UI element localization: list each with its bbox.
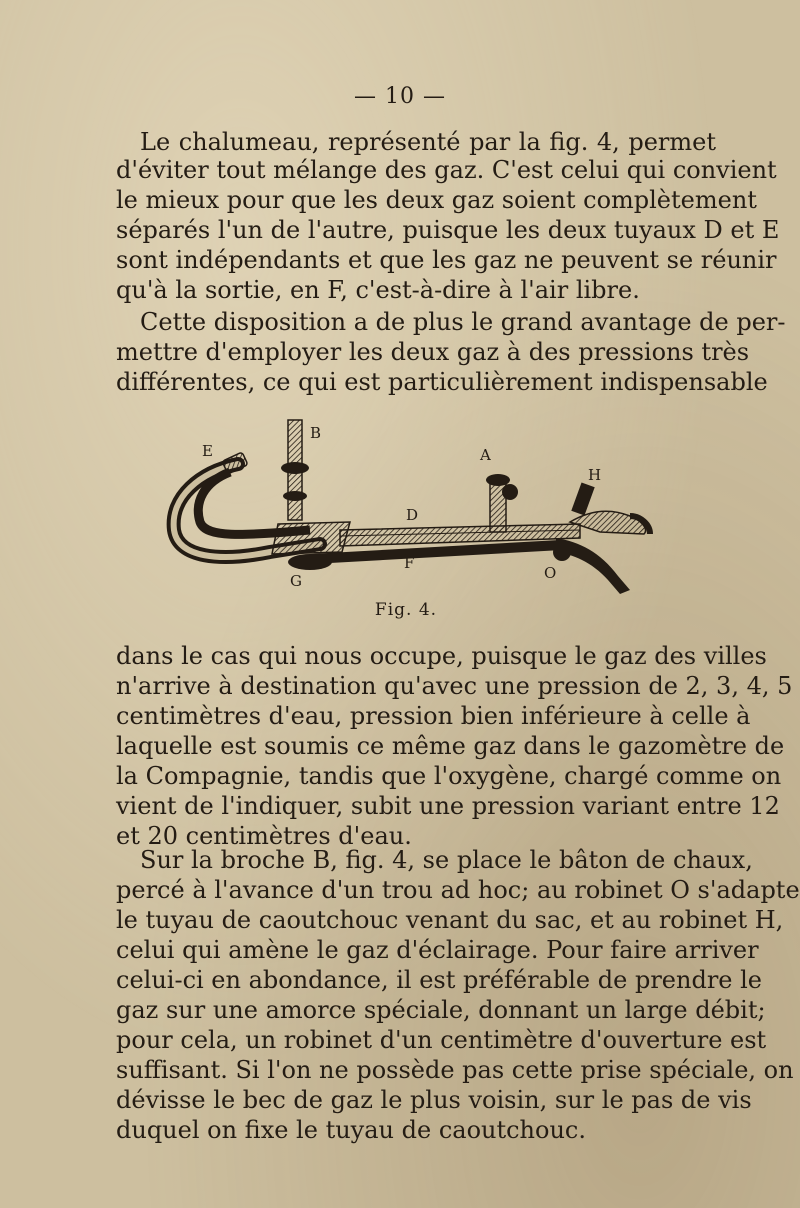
figure-label-A: A bbox=[480, 446, 491, 464]
text-line: pour cela, un robinet d'un centimètre d'ouverture est bbox=[116, 1026, 767, 1054]
text-line: dévisse le bec de gaz le plus voisin, sur le pas de vis bbox=[116, 1086, 752, 1114]
text-line: centimètres d'eau, pression bien inférieure à celle à bbox=[116, 702, 751, 730]
text-line: celui qui amène le gaz d'éclairage. Pour faire arriver bbox=[116, 936, 759, 964]
text-line: séparés l'un de l'autre, puisque les deux tuyaux D et E bbox=[116, 216, 780, 244]
text-line: la Compagnie, tandis que l'oxygène, chargé comme on bbox=[116, 762, 782, 790]
figure-label-F: F bbox=[404, 554, 415, 572]
text-line: différentes, ce qui est particulièrement indispensable bbox=[116, 368, 768, 396]
text-line: mettre d'employer les deux gaz à des pressions très bbox=[116, 338, 750, 366]
page-number: — 10 — bbox=[354, 84, 446, 109]
figure-label-G: G bbox=[290, 572, 302, 590]
text-line: d'éviter tout mélange des gaz. C'est celui qui convient bbox=[116, 156, 777, 184]
blowpipe-engraving bbox=[160, 412, 660, 602]
text-line: suffisant. Si l'on ne possède pas cette prise spéciale, on bbox=[116, 1056, 794, 1084]
text-line: n'arrive à destination qu'avec une pression de 2, 3, 4, 5 bbox=[116, 672, 793, 700]
text-line: le mieux pour que les deux gaz soient complètement bbox=[116, 186, 757, 214]
text-line: duquel on fixe le tuyau de caoutchouc. bbox=[116, 1116, 586, 1144]
text-line: dans le cas qui nous occupe, puisque le gaz des villes bbox=[116, 642, 767, 670]
text-line: gaz sur une amorce spéciale, donnant un large débit; bbox=[116, 996, 766, 1024]
text-line: et 20 centimètres d'eau. bbox=[116, 822, 412, 850]
figure-caption: Fig. 4. bbox=[374, 600, 438, 620]
text-line: percé à l'avance d'un trou ad hoc; au robinet O s'adapte bbox=[116, 876, 800, 904]
text-line: sont indépendants et que les gaz ne peuvent se réunir bbox=[116, 246, 777, 274]
figure-label-D: D bbox=[406, 506, 419, 524]
figure-label-B: B bbox=[310, 424, 322, 442]
figure-label-O: O bbox=[544, 564, 557, 582]
text-line: vient de l'indiquer, subit une pression variant entre 12 bbox=[116, 792, 780, 820]
text-line: laquelle est soumis ce même gaz dans le gazomètre de bbox=[116, 732, 785, 760]
text-line: celui-ci en abondance, il est préférable de prendre le bbox=[116, 966, 762, 994]
text-line: Sur la broche B, fig. 4, se place le bâton de chaux, bbox=[140, 846, 753, 874]
figure-label-H: H bbox=[588, 466, 602, 484]
text-line: Cette disposition a de plus le grand avantage de per- bbox=[140, 308, 786, 336]
text-line: le tuyau de caoutchouc venant du sac, et au robinet H, bbox=[116, 906, 784, 934]
text-line: Le chalumeau, représenté par la fig. 4, permet bbox=[140, 128, 716, 156]
text-line: qu'à la sortie, en F, c'est-à-dire à l'air libre. bbox=[116, 276, 640, 304]
figure-label-E: E bbox=[202, 442, 213, 460]
